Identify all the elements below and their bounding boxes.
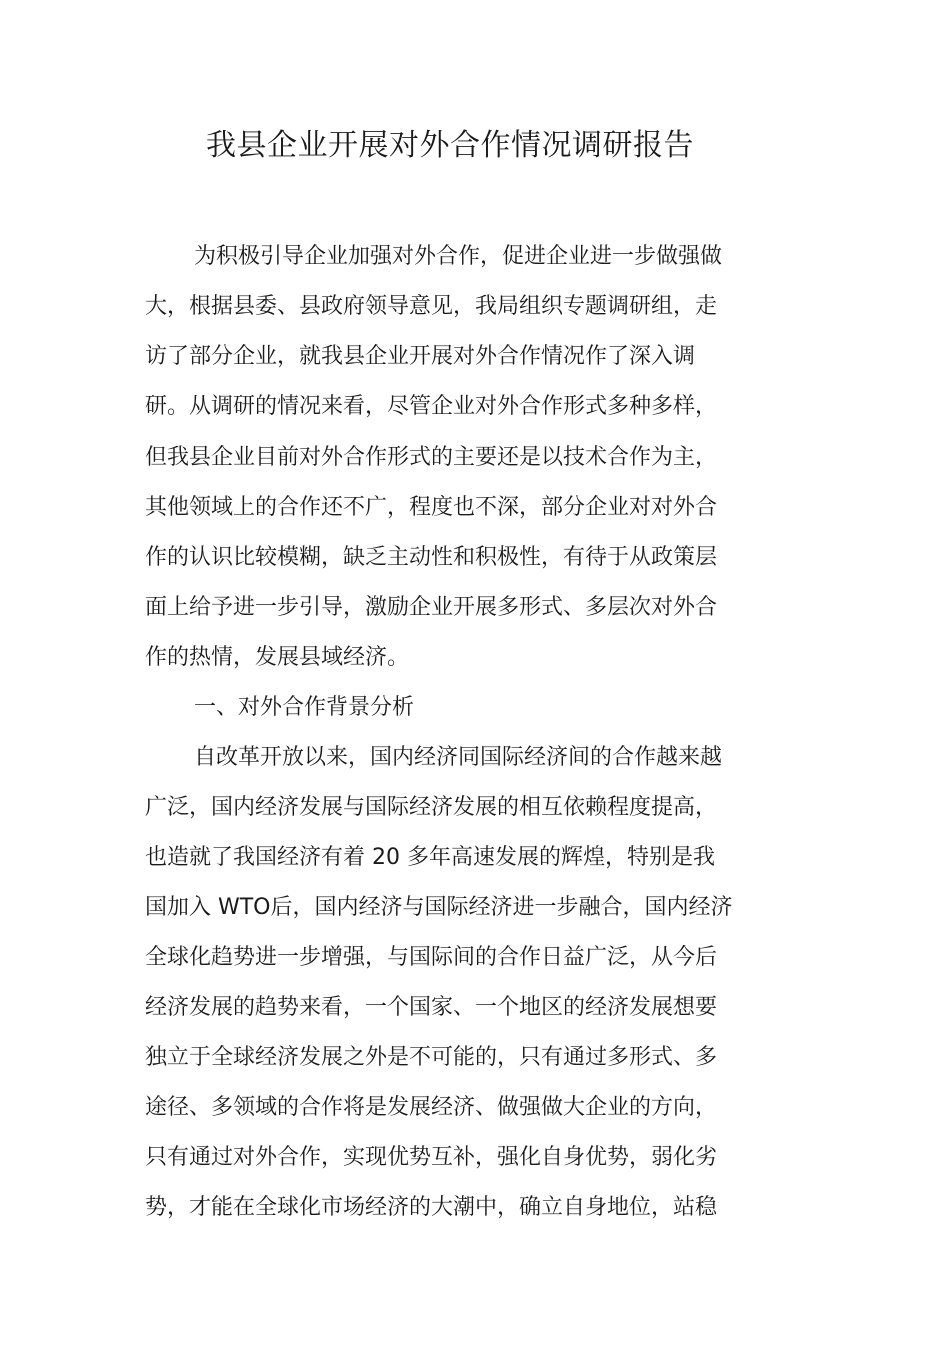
paragraph-line: 其他领域上的合作还不广，程度也不深，部分企业对对外合 — [145, 495, 718, 520]
paragraph-line: 独立于全球经济发展之外是不可能的，只有通过多形式、多 — [145, 1045, 718, 1070]
paragraph-line: 途径、多领域的合作将是发展经济、做强做大企业的方向， — [145, 1095, 718, 1120]
paragraph-line: 但我县企业目前对外合作形式的主要还是以技术合作为主， — [145, 445, 718, 470]
paragraph-line: 大，根据县委、县政府领导意见，我局组织专题调研组，走 — [145, 294, 718, 319]
paragraph-line: 只有通过对外合作，实现优势互补，强化自身优势，弱化劣 — [145, 1145, 718, 1170]
paragraph-line: 面上给予进一步引导，激励企业开展多形式、多层次对外合 — [145, 595, 718, 620]
paragraph-line: 访了部分企业，就我县企业开展对外合作情况作了深入调 — [145, 344, 696, 369]
paragraph-line: 广泛，国内经济发展与国际经济发展的相互依赖程度提高， — [145, 795, 718, 820]
paragraph-line: 全球化趋势进一步增强，与国际间的合作日益广泛，从今后 — [145, 945, 718, 970]
paragraph-line: 为积极引导企业加强对外合作，促进企业进一步做强做 — [194, 244, 723, 269]
paragraph-line: 势，才能在全球化市场经济的大潮中，确立自身地位，站稳 — [145, 1195, 718, 1220]
paragraph-line: 自改革开放以来，国内经济同国际经济间的合作越来越 — [194, 745, 723, 770]
paragraph-line: 国加入 WTO后，国内经济与国际经济进一步融合，国内经济 — [145, 895, 733, 920]
section-heading: 一、对外合作背景分析 — [194, 695, 415, 720]
paragraph-line: 作的热情，发展县域经济。 — [145, 645, 410, 670]
paragraph-line: 也造就了我国经济有着 20 多年高速发展的辉煌，特别是我 — [145, 845, 715, 870]
paragraph-line: 研。从调研的情况来看，尽管企业对外合作形式多种多样， — [145, 394, 718, 419]
paragraph-line: 经济发展的趋势来看，一个国家、一个地区的经济发展想要 — [145, 995, 718, 1020]
document-title: 我县企业开展对外合作情况调研报告 — [206, 128, 694, 163]
paragraph-line: 作的认识比较模糊，缺乏主动性和积极性，有待于从政策层 — [145, 545, 718, 570]
